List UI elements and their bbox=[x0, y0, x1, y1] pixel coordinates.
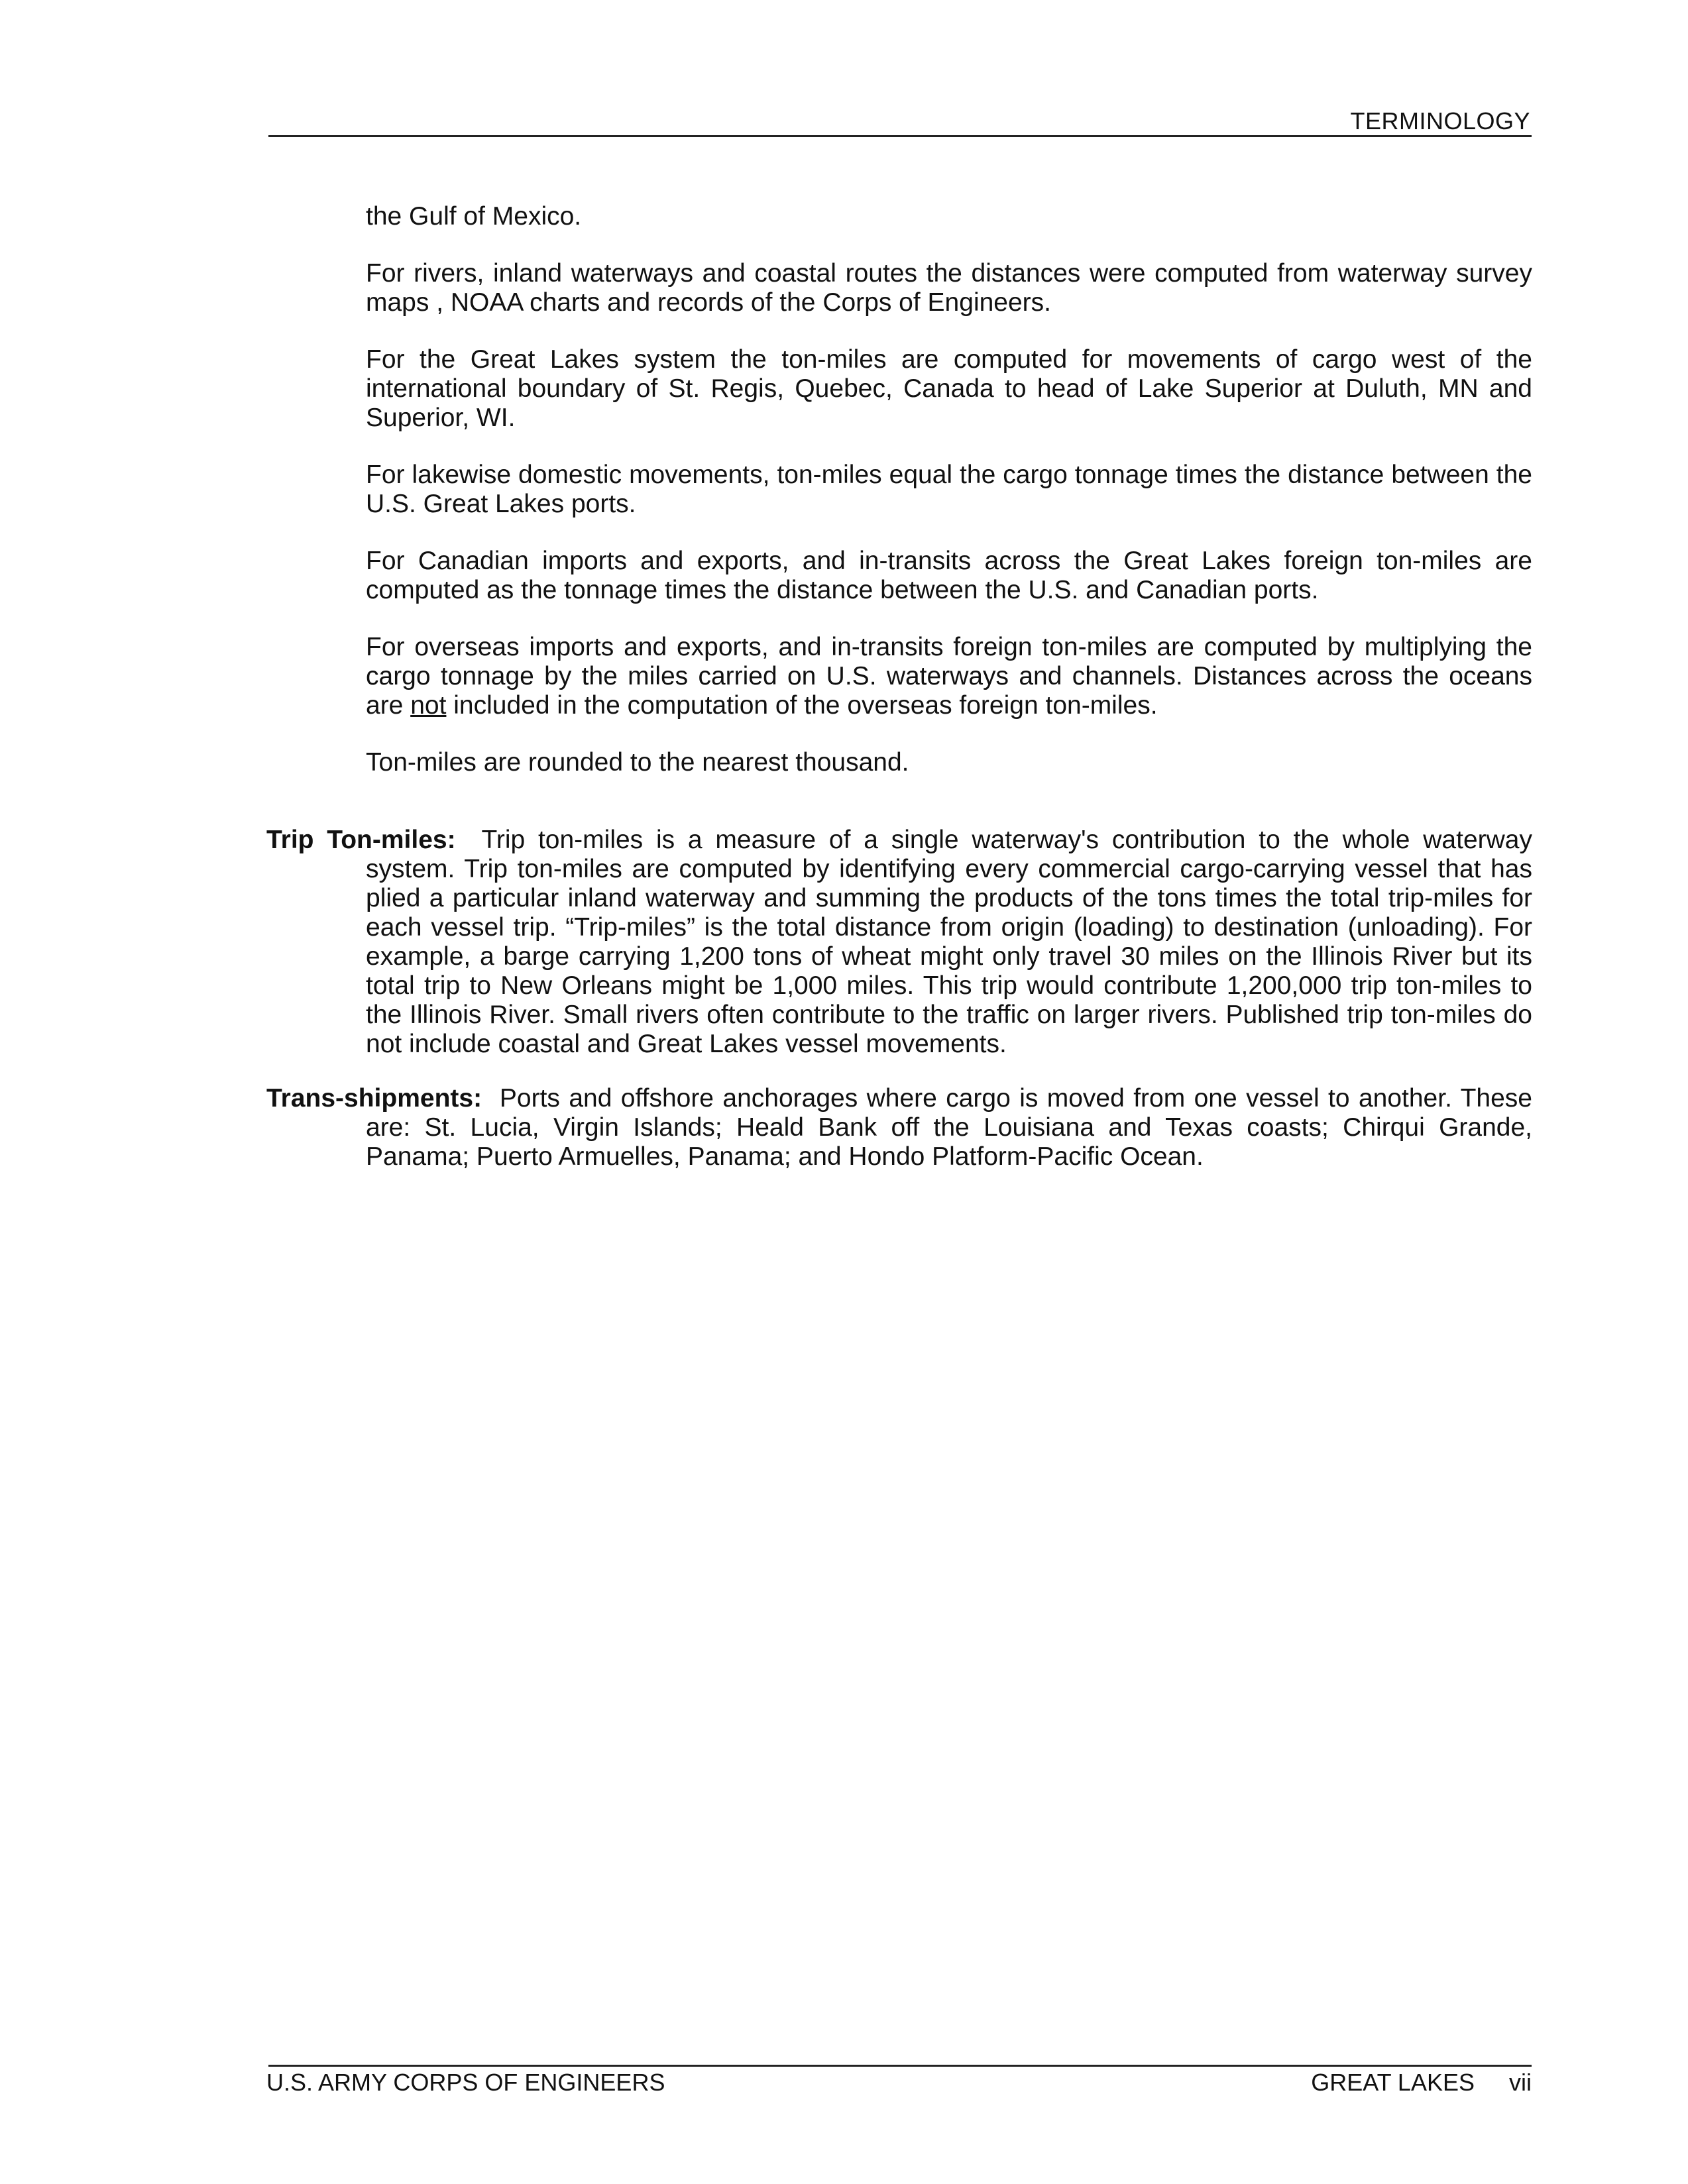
footer-organization: U.S. ARMY CORPS OF ENGINEERS bbox=[266, 2069, 665, 2096]
term-entries bbox=[266, 826, 1532, 1197]
term-entry-trans-shipments bbox=[266, 1084, 1532, 1172]
paragraph-lakewise: For lakewise domestic movements, ton-miles equal the cargo tonnage times the distance between the U.S. Great Lakes ports. bbox=[366, 461, 1532, 518]
term-definition: Ports and offshore anchorages where cargo is moved from one vessel to another. These are: St. Lucia, Virgin Islands; Heald Bank off the Louisiana and Texas coasts; Chirqui Grande, Panama; Puerto Armuelles, Panama; and Hondo Platform-Pacific Ocean. bbox=[366, 1084, 1533, 1171]
term-definition: Trip ton-miles is a measure of a single waterway's contribution to the whole waterway system. Trip ton-miles are computed by identifying every commercial cargo-carrying vessel that has plied a particular inland waterway and summing the products of the tons times the total trip-miles for each vessel trip. “Trip-miles” is the total distance from origin (loading) to destination (unloading). For example, a barge carrying 1,200 tons of wheat might only travel 30 miles on the Illinois River but its total trip to New Orleans might be 1,000 miles. This trip would contribute 1,200,000 trip ton-miles to the Illinois River. Small rivers often contribute to the traffic on larger rivers. Published trip ton-miles do not include coastal and Great Lakes vessel movements. bbox=[366, 826, 1532, 1058]
paragraph-overseas bbox=[366, 633, 1532, 720]
footer-section-title: GREAT LAKES bbox=[1311, 2069, 1475, 2096]
paragraph-rivers: For rivers, inland waterways and coastal routes the distances were computed from waterway survey maps , NOAA charts and records of the Corps of Engineers. bbox=[366, 259, 1532, 317]
overseas-emphasis: not bbox=[410, 691, 447, 720]
term-entry-trip-ton-miles bbox=[266, 826, 1532, 1059]
body-text bbox=[366, 202, 1532, 805]
overseas-text-before: For overseas imports and exports, and in-transits foreign ton-miles are computed by multiplying the cargo tonnage by the miles carried on U.S. waterways and channels. Distances across the oceans are bbox=[366, 633, 1532, 720]
term-label: Trip Ton-miles: bbox=[266, 826, 456, 854]
paragraph-gulf: the Gulf of Mexico. bbox=[366, 202, 582, 231]
header-rule bbox=[268, 135, 1532, 137]
paragraph-canadian: For Canadian imports and exports, and in-transits across the Great Lakes foreign ton-miles are computed as the tonnage times the distance between the U.S. and Canadian ports. bbox=[366, 547, 1532, 604]
overseas-text-after: included in the computation of the overseas foreign ton-miles. bbox=[446, 691, 1158, 720]
footer-section bbox=[1311, 2069, 1532, 2097]
footer-rule bbox=[268, 2065, 1532, 2067]
paragraph-great-lakes: For the Great Lakes system the ton-miles are computed for movements of cargo west of the international boundary of St. Regis, Quebec, Canada to head of Lake Superior at Duluth, MN and Superior, WI. bbox=[366, 345, 1532, 432]
paragraph-rounding: Ton-miles are rounded to the nearest thousand. bbox=[366, 748, 909, 777]
page-number: vii bbox=[1509, 2069, 1532, 2096]
term-label: Trans-shipments: bbox=[266, 1084, 482, 1113]
header-title: TERMINOLOGY bbox=[1350, 107, 1530, 135]
